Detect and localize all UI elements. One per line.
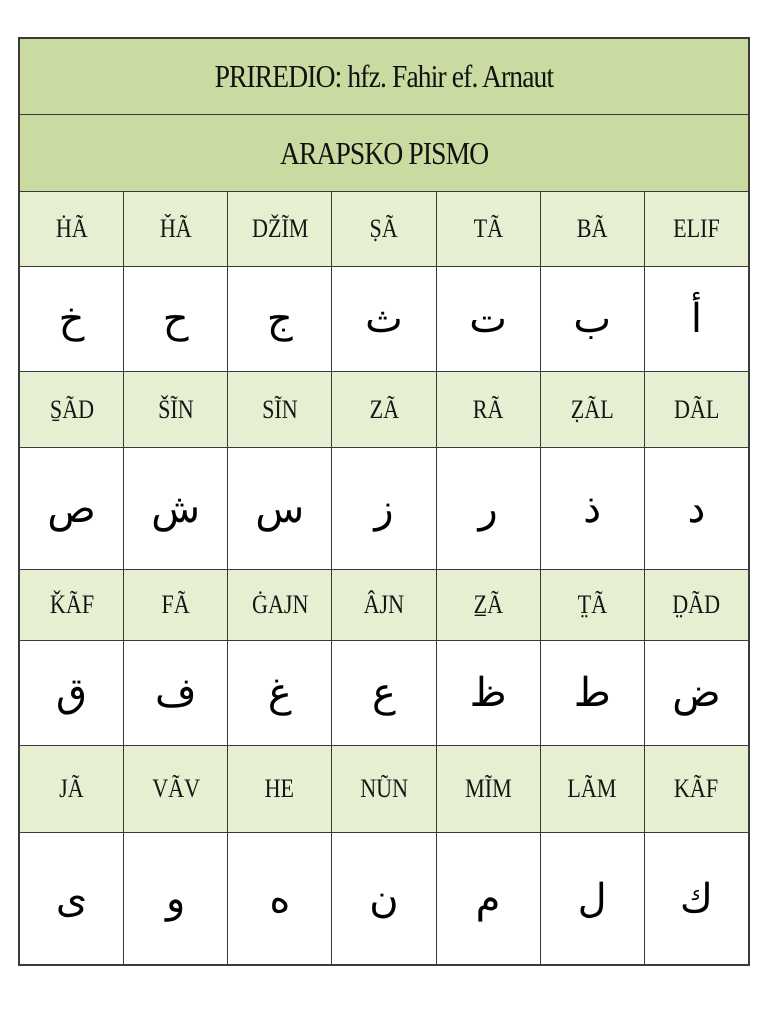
author-row bbox=[20, 39, 749, 115]
title-cell bbox=[20, 115, 749, 192]
letter-name-cell bbox=[540, 192, 644, 267]
arabic-letter: ى bbox=[20, 833, 124, 965]
letter-name: ṢÃ bbox=[369, 214, 399, 243]
letter-name-cell bbox=[332, 372, 436, 448]
arabic-letter: ه bbox=[228, 833, 332, 965]
letter-name: NŨN bbox=[359, 774, 408, 803]
letter-name-cell bbox=[540, 372, 644, 448]
letter-name: ÂJN bbox=[363, 590, 405, 619]
arabic-letter: ن bbox=[332, 833, 436, 965]
letter-name: LÃM bbox=[567, 774, 617, 803]
letter-name-cell bbox=[436, 746, 540, 833]
letter-name-cell bbox=[20, 570, 124, 641]
letter-name: ȞÃ bbox=[159, 214, 192, 243]
letter-name-cell bbox=[20, 746, 124, 833]
letter-name: T̤Ã bbox=[577, 590, 607, 619]
letter-name-cell bbox=[644, 372, 748, 448]
letter-name: VÃV bbox=[151, 774, 200, 803]
arabic-letter: ذ bbox=[540, 448, 644, 570]
author-cell bbox=[20, 39, 749, 115]
letter-name: DŽĨM bbox=[251, 214, 309, 243]
letter-name: ẒÃL bbox=[570, 394, 614, 424]
arabic-letter: ظ bbox=[436, 641, 540, 746]
arabic-letter: ش bbox=[124, 448, 228, 570]
title-row bbox=[20, 115, 749, 192]
letter-name-cell bbox=[124, 746, 228, 833]
letter-name: TÃ bbox=[473, 214, 503, 243]
letter-row bbox=[20, 641, 749, 746]
letter-name: HE bbox=[265, 774, 295, 803]
author-line: PRIREDIO: hfz. Fahir ef. Arnaut bbox=[214, 58, 554, 94]
arabic-letter: س bbox=[228, 448, 332, 570]
letter-name: ĠAJN bbox=[251, 590, 309, 619]
arabic-letter: ص bbox=[20, 448, 124, 570]
letter-name: DÃL bbox=[673, 394, 720, 424]
letter-name: RÃ bbox=[472, 394, 504, 424]
arabic-letter: ر bbox=[436, 448, 540, 570]
arabic-letter: غ bbox=[228, 641, 332, 746]
page-title: ARAPSKO PISMO bbox=[279, 134, 489, 171]
letter-name-cell bbox=[20, 192, 124, 267]
letter-name: MĨM bbox=[464, 774, 512, 803]
arabic-letter: م bbox=[436, 833, 540, 965]
arabic-letter: ت bbox=[436, 267, 540, 372]
letter-name: Z̲Ã bbox=[473, 590, 503, 619]
arabic-letter: خ bbox=[20, 267, 124, 372]
letter-name: SĨN bbox=[262, 394, 298, 424]
name-row bbox=[20, 746, 749, 833]
arabic-letter: د bbox=[644, 448, 748, 570]
letter-name: ḢÃ bbox=[55, 214, 88, 243]
letter-row bbox=[20, 833, 749, 965]
letter-name-cell bbox=[332, 746, 436, 833]
arabic-letter: ز bbox=[332, 448, 436, 570]
arabic-letter: ط bbox=[540, 641, 644, 746]
letter-name: FÃ bbox=[161, 590, 190, 619]
letter-name: JÃ bbox=[59, 774, 84, 803]
letter-name-cell bbox=[228, 192, 332, 267]
letter-name-cell bbox=[540, 570, 644, 641]
letter-name: ELIF bbox=[673, 214, 720, 243]
letter-name-cell bbox=[228, 570, 332, 641]
letter-name: BÃ bbox=[576, 214, 608, 243]
letter-name-cell bbox=[540, 746, 644, 833]
arabic-letter: ث bbox=[332, 267, 436, 372]
arabic-letter: ج bbox=[228, 267, 332, 372]
letter-name-cell bbox=[20, 372, 124, 448]
arabic-letter: أ bbox=[644, 267, 748, 372]
letter-name-cell bbox=[124, 192, 228, 267]
letter-row bbox=[20, 448, 749, 570]
letter-name-cell bbox=[644, 570, 748, 641]
letter-name-cell bbox=[228, 746, 332, 833]
name-row bbox=[20, 192, 749, 267]
arabic-letter: ع bbox=[332, 641, 436, 746]
letter-name: S̱ÃD bbox=[49, 394, 94, 424]
letter-row bbox=[20, 267, 749, 372]
name-row bbox=[20, 570, 749, 641]
arabic-letter: ق bbox=[20, 641, 124, 746]
letter-name-cell bbox=[436, 192, 540, 267]
letter-name: ZÃ bbox=[369, 394, 399, 424]
letter-name: KÃF bbox=[674, 774, 719, 803]
letter-name: ŠĨN bbox=[157, 394, 194, 424]
letter-name-cell bbox=[228, 372, 332, 448]
letter-name-cell bbox=[124, 570, 228, 641]
letter-name: D̤ÃD bbox=[672, 590, 721, 619]
arabic-letter: ل bbox=[540, 833, 644, 965]
alphabet-sheet bbox=[18, 37, 750, 966]
arabic-letter: ح bbox=[124, 267, 228, 372]
arabic-letter: ب bbox=[540, 267, 644, 372]
arabic-letter: ض bbox=[644, 641, 748, 746]
letter-name: ǨÃF bbox=[49, 590, 94, 619]
letter-name-cell bbox=[124, 372, 228, 448]
arabic-letter: ف bbox=[124, 641, 228, 746]
arabic-alphabet-table bbox=[19, 38, 749, 965]
letter-name-cell bbox=[436, 372, 540, 448]
arabic-letter: ك bbox=[644, 833, 748, 965]
letter-name-cell bbox=[644, 192, 748, 267]
arabic-letter: و bbox=[124, 833, 228, 965]
letter-name-cell bbox=[332, 192, 436, 267]
letter-name-cell bbox=[644, 746, 748, 833]
letter-name-cell bbox=[332, 570, 436, 641]
name-row bbox=[20, 372, 749, 448]
letter-name-cell bbox=[436, 570, 540, 641]
